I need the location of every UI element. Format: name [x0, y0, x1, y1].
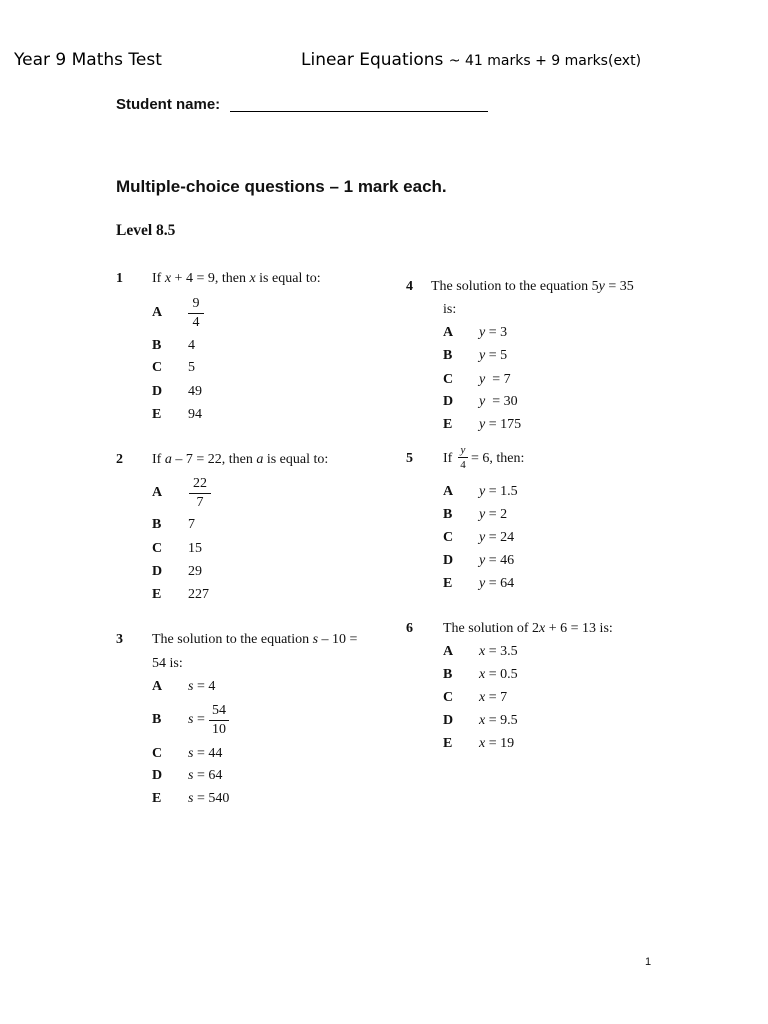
- option-letter: A: [152, 305, 163, 320]
- question-fraction: y 4: [458, 444, 468, 471]
- marks-note: ~ 41 marks + 9 marks(ext): [448, 53, 642, 69]
- option-letter: C: [152, 746, 163, 761]
- question-number: 5: [406, 451, 413, 466]
- option-value: y = 1.5: [479, 484, 518, 499]
- option-value: x = 3.5: [479, 644, 518, 659]
- option-letter: B: [152, 338, 162, 353]
- option-value: 15: [188, 541, 202, 556]
- option-letter: E: [443, 576, 453, 591]
- option-value: 49: [188, 384, 202, 399]
- option-value: x = 9.5: [479, 713, 518, 728]
- option-value: 4: [188, 338, 195, 353]
- topic-name: Linear Equations: [301, 50, 444, 70]
- option-letter: B: [443, 348, 453, 363]
- student-name-line: [230, 111, 488, 112]
- test-title: Year 9 Maths Test: [14, 50, 162, 70]
- option-letter: E: [152, 407, 162, 422]
- question-number: 1: [116, 271, 123, 286]
- option-value: s = 540: [188, 791, 230, 806]
- section-title: Multiple-choice questions – 1 mark each.: [116, 177, 447, 196]
- option-value-fraction: 9 4: [188, 296, 204, 331]
- option-letter: A: [443, 325, 454, 340]
- option-value: x = 0.5: [479, 667, 518, 682]
- page-number: 1: [645, 956, 652, 968]
- option-value: s = 44: [188, 746, 223, 761]
- option-value: y = 46: [479, 553, 515, 568]
- option-value: s =: [188, 712, 205, 727]
- option-letter: A: [443, 484, 454, 499]
- option-letter: C: [152, 541, 163, 556]
- question-text-line1: The solution to the equation 5y = 35: [431, 279, 634, 294]
- question-number: 6: [406, 621, 413, 636]
- option-value: y = 3: [479, 325, 508, 340]
- option-letter: A: [443, 644, 454, 659]
- question-text-line2: is:: [443, 302, 457, 317]
- option-value-fraction: 22 7: [189, 476, 211, 511]
- question-text-prefix: If: [443, 451, 453, 466]
- option-value: x = 19: [479, 736, 515, 751]
- option-letter: D: [443, 394, 454, 409]
- option-letter: E: [152, 791, 162, 806]
- option-letter: E: [443, 417, 453, 432]
- option-value: y = 7: [479, 372, 511, 387]
- option-value: s = 64: [188, 768, 223, 783]
- option-value: 94: [188, 407, 202, 422]
- option-value: y = 24: [479, 530, 515, 545]
- option-letter: D: [443, 553, 454, 568]
- option-letter: A: [152, 485, 163, 500]
- option-value-fraction: 54 10: [209, 703, 229, 738]
- option-value: 227: [188, 587, 209, 602]
- option-value: y = 2: [479, 507, 508, 522]
- option-value: 29: [188, 564, 202, 579]
- question-text-line2: 54 is:: [152, 656, 183, 671]
- student-name-label: Student name:: [116, 96, 221, 113]
- question-number: 2: [116, 452, 123, 467]
- question-number: 4: [406, 279, 413, 294]
- option-letter: A: [152, 679, 163, 694]
- level-label: Level 8.5: [116, 222, 176, 239]
- option-value: 7: [188, 517, 195, 532]
- option-letter: D: [152, 768, 163, 783]
- option-value: s = 4: [188, 679, 216, 694]
- option-value: y = 175: [479, 417, 522, 432]
- option-value: y = 64: [479, 576, 515, 591]
- topic-title: [301, 50, 641, 70]
- option-letter: B: [152, 712, 162, 727]
- option-letter: B: [443, 507, 453, 522]
- option-letter: C: [443, 690, 454, 705]
- option-letter: D: [152, 564, 163, 579]
- option-letter: E: [443, 736, 453, 751]
- question-text-suffix: = 6, then:: [471, 451, 525, 466]
- option-letter: D: [443, 713, 454, 728]
- question-text: The solution of 2x + 6 = 13 is:: [443, 621, 613, 636]
- option-letter: E: [152, 587, 162, 602]
- option-value: 5: [188, 360, 195, 375]
- question-text: If a – 7 = 22, then a is equal to:: [152, 452, 329, 467]
- option-letter: C: [152, 360, 163, 375]
- option-letter: C: [443, 530, 454, 545]
- option-value: x = 7: [479, 690, 508, 705]
- option-letter: B: [443, 667, 453, 682]
- question-number: 3: [116, 632, 123, 647]
- option-letter: B: [152, 517, 162, 532]
- option-letter: C: [443, 372, 454, 387]
- question-text-line1: The solution to the equation s – 10 =: [152, 632, 358, 647]
- option-letter: D: [152, 384, 163, 399]
- option-value: y = 5: [479, 348, 508, 363]
- option-value: y = 30: [479, 394, 518, 409]
- question-text: If x + 4 = 9, then x is equal to:: [152, 271, 321, 286]
